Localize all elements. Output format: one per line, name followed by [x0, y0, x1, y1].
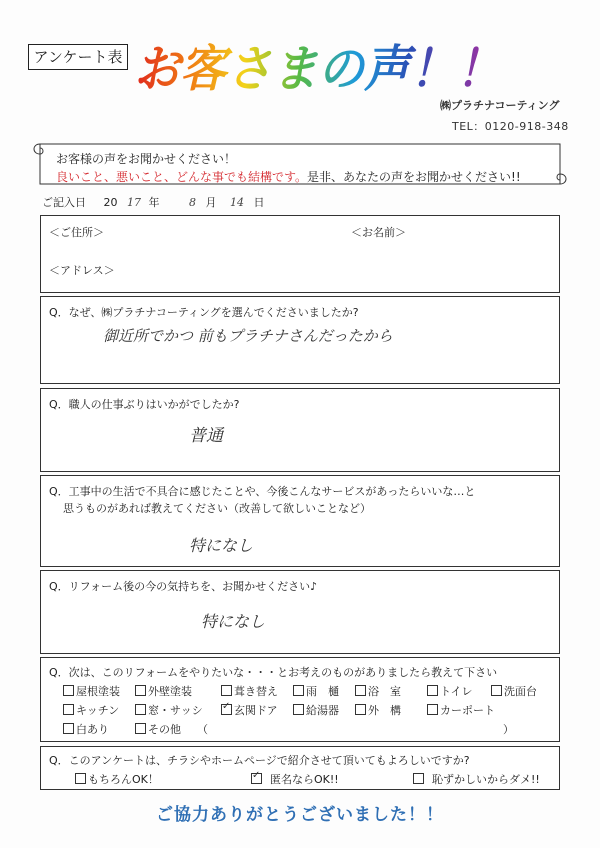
question-box-4 [40, 570, 560, 654]
permission-option-anonymous[interactable] [251, 771, 339, 787]
option-label: 雨 樋 [306, 685, 339, 698]
question-3-text-2: 思うものがあれば教えてください（改善して欲しいことなど） [63, 502, 371, 515]
reform-question: Q．次は、このリフォームをやりたいな・・・とお考えのものがありましたら教えて下さい [49, 666, 498, 679]
checkbox[interactable] [135, 685, 146, 696]
checkbox[interactable] [63, 723, 74, 734]
reform-option-roof-painting[interactable] [63, 683, 120, 699]
permission-option-ok[interactable] [75, 771, 159, 787]
checkbox[interactable] [221, 685, 232, 696]
question-box-2 [40, 388, 560, 472]
option-label: トイレ [440, 685, 473, 698]
permission-question: Q．このアンケートは、チラシやホームページで紹介させて頂いてもよろしいですか? [49, 754, 470, 767]
address-label: ＜ご住所＞ [49, 226, 104, 239]
checkbox[interactable] [413, 773, 424, 784]
option-label: 洗面台 [504, 685, 537, 698]
reform-option-washbasin[interactable] [491, 683, 537, 699]
question-2-answer: 普通 [189, 426, 223, 446]
reform-option-reroofing[interactable] [221, 683, 278, 699]
option-label: 白あり [76, 723, 109, 736]
checkbox[interactable] [135, 723, 146, 734]
reform-option-carport[interactable] [427, 702, 495, 718]
question-3-text-1: Q．工事中の生活で不具合に感じたことや、今後こんなサービスがあったらいいな…と [49, 485, 476, 498]
reform-option-gutter[interactable] [293, 683, 339, 699]
question-2-text: Q．職人の仕事ぶりはいかがでしたか? [49, 398, 240, 411]
option-label: 恥ずかしいからダメ!! [432, 773, 540, 786]
option-label: 葺き替え [234, 685, 278, 698]
entry-date [42, 194, 265, 210]
reform-option-exterior[interactable] [355, 702, 401, 718]
permission-option-no[interactable] [413, 771, 540, 787]
intro-line-1: お客様の声をお聞かせください！ [56, 152, 237, 166]
checkbox[interactable] [293, 704, 304, 715]
option-label: 窓・サッシ [148, 704, 203, 717]
intro-line-2-red: 良いこと、悪いこと、どんな事でも結構です。 [56, 170, 308, 184]
other-paren-close: ） [503, 723, 514, 736]
checkbox-checked[interactable] [251, 773, 262, 784]
email-label: ＜アドレス＞ [49, 264, 115, 277]
question-4-text: Q．リフォーム後の今の気持ちを、お聞かせください♪ [49, 580, 318, 593]
checkbox[interactable] [63, 685, 74, 696]
option-label: もちろんOK！ [88, 773, 159, 786]
checkbox[interactable] [491, 685, 502, 696]
reform-option-wall-painting[interactable] [135, 683, 192, 699]
question-4-answer: 特になし [201, 612, 266, 631]
question-box-3 [40, 475, 560, 567]
telephone: TEL：0120-918-348 [452, 120, 569, 133]
page-title [128, 36, 508, 100]
reform-option-toilet[interactable] [427, 683, 472, 699]
option-label: 玄関ドア [234, 704, 278, 717]
date-day-value: 14 [230, 196, 244, 209]
date-month-value: 8 [189, 196, 196, 209]
reform-option-entrance-door[interactable] [221, 702, 278, 718]
checkbox[interactable] [427, 685, 438, 696]
customer-info-box [40, 215, 560, 293]
option-label: 給湯器 [306, 704, 339, 717]
option-label: 外壁塗装 [148, 685, 192, 698]
option-label: 匿名ならOK!! [270, 773, 339, 786]
option-label: その他 [148, 723, 181, 736]
date-year-unit: 年 [148, 196, 160, 209]
reform-option-water-heater[interactable] [293, 702, 339, 718]
reform-option-kitchen[interactable] [63, 702, 119, 718]
question-1-answer: 御近所でかつ 前もプラチナさんだったから [103, 327, 393, 345]
name-label: ＜お名前＞ [351, 226, 406, 239]
option-label: 屋根塗装 [76, 685, 120, 698]
other-paren-open: （ [197, 723, 208, 736]
reform-box [40, 657, 560, 742]
question-1-text: Q．なぜ、㈱プラチナコーティングを選んでくださいましたか? [49, 306, 359, 319]
checkbox[interactable] [135, 704, 146, 715]
thank-you-footer: ご協力ありがとうございました！！ [156, 805, 444, 825]
date-day-unit: 日 [253, 196, 265, 209]
option-label: カーポート [440, 704, 495, 717]
checkbox[interactable] [63, 704, 74, 715]
question-box-1 [40, 296, 560, 384]
date-month-unit: 月 [205, 196, 217, 209]
reform-option-window-sash[interactable] [135, 702, 203, 718]
checkbox-checked[interactable] [221, 704, 232, 715]
page-title-text: お客さまの声！！ [134, 40, 502, 98]
date-label: ご記入日 [42, 196, 86, 209]
survey-badge: アンケート表 [28, 44, 128, 70]
option-label: 外 構 [368, 704, 401, 717]
date-year-value: 17 [127, 196, 141, 209]
option-label: 浴 室 [368, 685, 401, 698]
reform-option-bathroom[interactable] [355, 683, 401, 699]
intro-line-2 [56, 168, 521, 185]
checkbox[interactable] [355, 704, 366, 715]
option-label: キッチン [76, 704, 120, 717]
checkbox[interactable] [293, 685, 304, 696]
checkbox[interactable] [355, 685, 366, 696]
reform-option-other[interactable] [135, 721, 181, 737]
checkbox[interactable] [427, 704, 438, 715]
question-3-answer: 特になし [189, 536, 254, 555]
company-name: ㈱プラチナコーティング [440, 99, 560, 112]
intro-line-2-rest: 是非、あなたの声をお聞かせください!! [307, 170, 521, 184]
date-year-prefix: 20 [103, 196, 118, 209]
reform-option-termite[interactable] [63, 721, 109, 737]
permission-box [40, 746, 560, 790]
checkbox[interactable] [75, 773, 86, 784]
